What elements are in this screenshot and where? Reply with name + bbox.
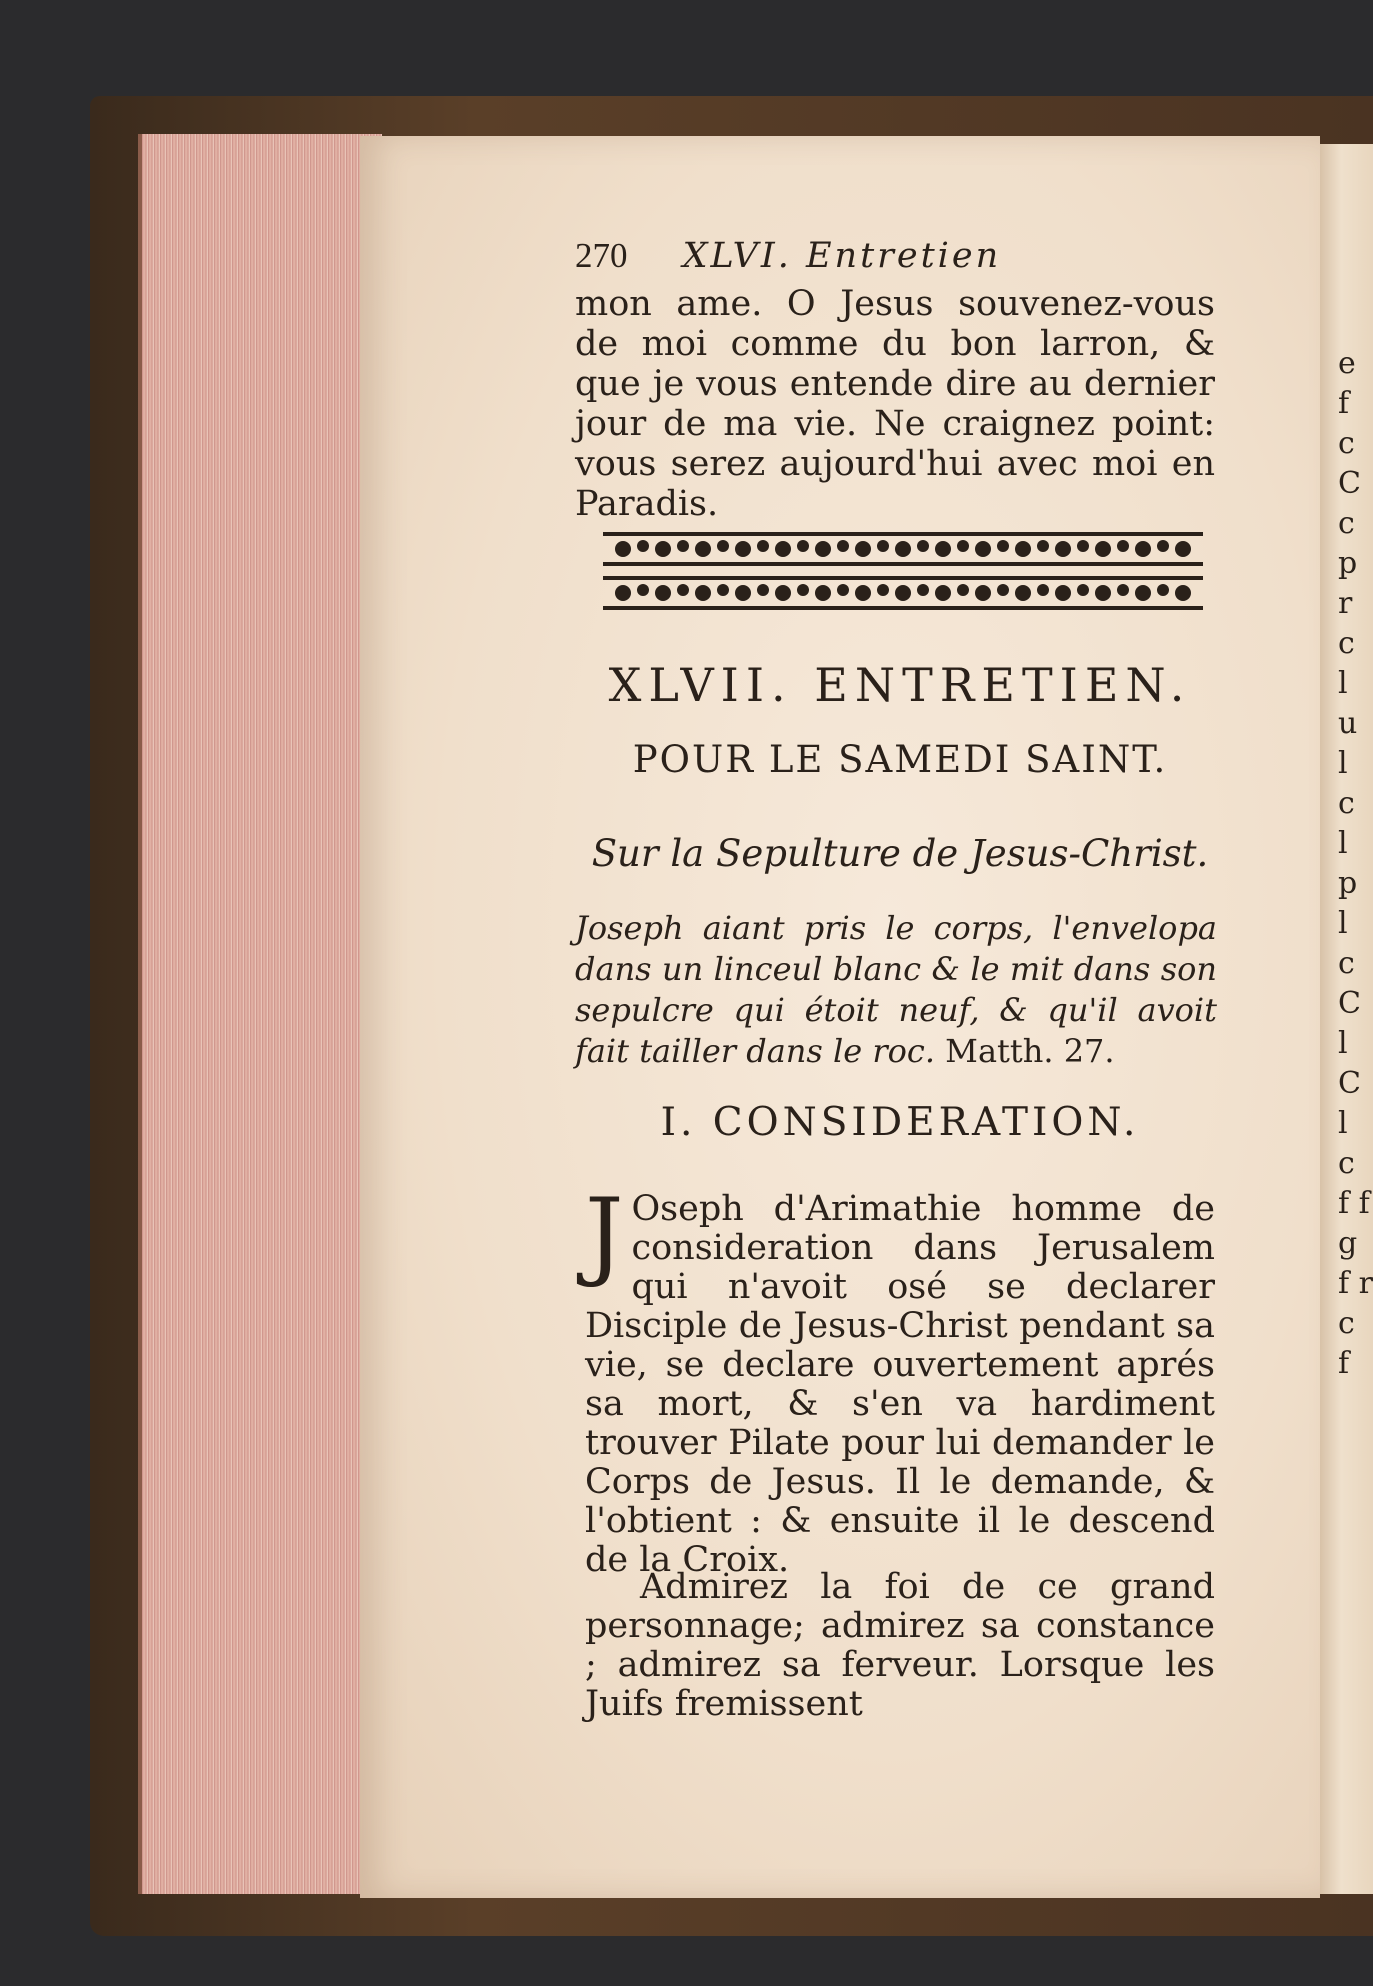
first-paragraph	[585, 1178, 1215, 1580]
page-number: 270	[575, 236, 628, 275]
second-paragraph: Admirez la foi de ce grand personnage; admirez sa constance ; admirez sa ferveur. Lorsque les Juifs fremissent	[585, 1567, 1215, 1724]
chapter-topic: Sur la Sepulture de Jesus-Christ.	[591, 832, 1209, 875]
running-head	[575, 236, 1001, 276]
epigraph	[575, 908, 1217, 1072]
facing-page-letters: e f c C c p r c l u l c l p l c C l C l c f f g f r c f	[1338, 346, 1373, 1381]
page-edges	[138, 134, 382, 1894]
chapter-subheading: POUR LE SAMEDI SAINT.	[632, 738, 1168, 781]
ornament-row-top	[603, 532, 1203, 566]
ornament-row-bottom	[603, 576, 1203, 610]
first-paragraph-text: Oseph d'Arimathie homme de consideration dans Jerusalem qui n'avoit osé se declarer Disciple de Jesus-Christ pendant sa vie, se declare ouvertement aprés sa mort, & s'en va hardiment trouver Pilate pour lui demander le Corps de Jesus. Il le demande, & l'obtient : & ensuite il le descend de la Croix.	[585, 1189, 1215, 1580]
dropcap: J	[585, 1178, 624, 1290]
chapter-heading: XLVII. ENTRETIEN.	[608, 658, 1192, 712]
opening-paragraph: mon ame. O Jesus souvenez-vous de moi comme du bon larron, & que je vous entende dire au dernier jour de ma vie. Ne craignez point: vous serez aujourd'hui avec moi en Paradis.	[575, 284, 1215, 524]
facing-page-edge	[1320, 144, 1373, 1894]
running-title: XLVI. Entretien	[682, 236, 1002, 276]
ornament-band	[593, 526, 1213, 618]
epigraph-text: Joseph aiant pris le corps, l'envelopa dans un linceul blanc & le mit dans son sepulcre qui étoit neuf, & qu'il avoit fait tailler dans le roc.	[575, 909, 1217, 1070]
section-heading: I. CONSIDERATION.	[660, 1100, 1140, 1145]
epigraph-reference: Matth. 27.	[945, 1032, 1115, 1070]
